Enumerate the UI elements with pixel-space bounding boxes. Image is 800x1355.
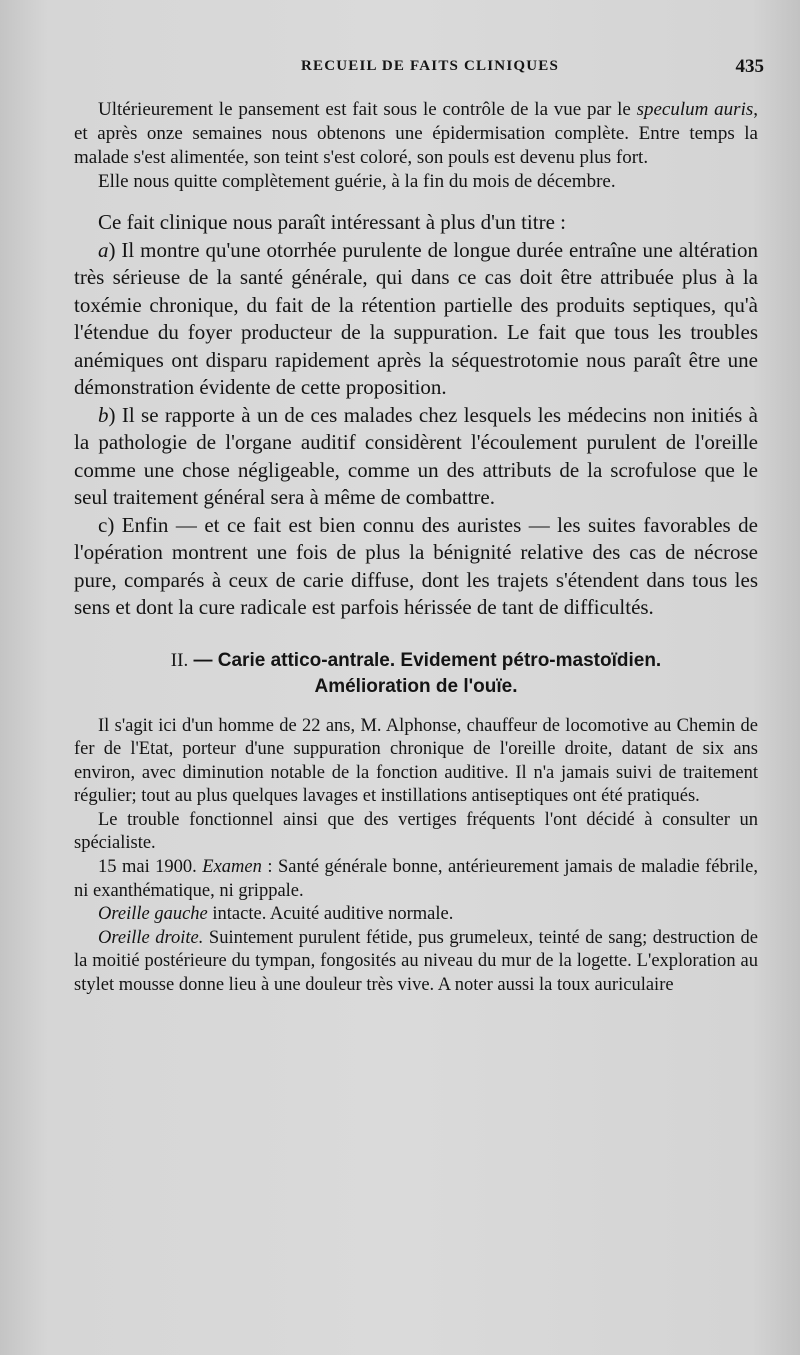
text-run: ) Il se rapporte à un de ces malades chez lesquels les médecins non initiés à la pathologie de l'organe auditif considèrent l'écoulement purulent de l'oreille comme une chose négligeable, comme un des attributs de la scrofulose que le seul traitement général sera à même de combattre. — [74, 402, 758, 509]
italic-term: Oreille droite. — [98, 927, 204, 948]
point-label: b — [98, 402, 109, 427]
paragraph-discharge: Elle nous quitte complètement guérie, à la fin du mois de décembre. — [98, 171, 616, 192]
case-subtitle: Amélioration de l'ouïe. — [314, 675, 518, 697]
paragraph-oreille-gauche — [74, 903, 758, 927]
text-run: intacte. Acuité auditive normale. — [207, 904, 454, 925]
case-number: II. — [170, 649, 189, 671]
case-title: — Carie attico-antrale. Evidement pétro-mastoïdien. — [193, 649, 662, 671]
spacer — [74, 700, 758, 715]
paragraph-point-c: c) Enfin — et ce fait est bien connu des auristes — les suites favorables de l'opération montrent une fois de plus la bénignité relative des cas de nécrose pure, comparés à ceux de carie diffuse, dont les trajets s'étendent dans tous les sens et dont la cure radicale est parfois hérissée de tant de difficultés. — [74, 512, 758, 619]
case-heading — [74, 648, 758, 700]
paragraph-patient: Il s'agit ici d'un homme de 22 ans, M. Alphonse, chauffeur de locomotive au Chemin de fer de l'Etat, porteur d'une suppuration chronique de l'oreille droite, datant de six ans environ, avec diminution notable de la fonction auditive. Il n'a jamais suivi de traitement régulier; tout au plus quelques lavages et instillations antiseptiques ont été pratiqués. — [74, 715, 758, 807]
text-run: Ultérieurement le pansement est fait sous le contrôle de la vue par le — [98, 99, 637, 120]
page-body — [74, 98, 758, 998]
italic-term: speculum auris — [636, 99, 754, 120]
spacer — [74, 194, 758, 209]
italic-term: Oreille gauche — [98, 904, 208, 925]
exam-date: 15 mai 1900. — [98, 857, 197, 878]
paragraph-examen — [74, 856, 758, 903]
text-run: Suintement purulent fétide, pus grumeleux, teinté de sang; destruction de la moitié postérieure du tympan, fongosités au niveau du mur de la logette. L'exploration au stylet mousse donne lieu à une douleur très vive. A noter aussi la toux auriculaire — [74, 927, 758, 996]
text-run: ) Il montre qu'une otorrhée purulente de longue durée entraîne une altération très sérieuse de la santé générale, qui dans ce cas doit être attribuée plus à la toxémie chronique, du fait de la rétention partielle des produits septiques, qu'à l'étendue du foyer producteur de la suppuration. Le fait que tous les troubles anémiques ont disparu rapidement après la séquestrotomie nous paraît être une démonstration évidente de cette proposition. — [74, 237, 758, 399]
paragraph-trouble: Le trouble fonctionnel ainsi que des vertiges fréquents l'ont décidé à consulter un spécialiste. — [74, 809, 758, 854]
spacer — [74, 622, 758, 648]
page-number: 435 — [735, 56, 764, 77]
italic-term: Examen — [202, 857, 262, 878]
paragraph-epidermisation — [74, 98, 758, 170]
running-title: RECUEIL DE FAITS CLINIQUES — [300, 58, 560, 74]
paragraph-intro: Ce fait clinique nous paraît intéressant à plus d'un titre : — [98, 210, 566, 234]
point-label: a — [98, 237, 109, 262]
text-run: , et après onze semaines nous obtenons une épidermisation complète. Entre temps la malade s'est alimentée, son teint s'est coloré, son pouls est devenu plus fort. — [74, 99, 758, 168]
paragraph-point-b — [74, 402, 758, 512]
text-run: : Santé générale bonne, antérieurement jamais de maladie fébrile, ni exanthématique, ni grippale. — [74, 857, 758, 901]
page-header — [80, 54, 780, 84]
paragraph-oreille-droite — [74, 927, 758, 998]
paragraph-point-a — [74, 237, 758, 402]
